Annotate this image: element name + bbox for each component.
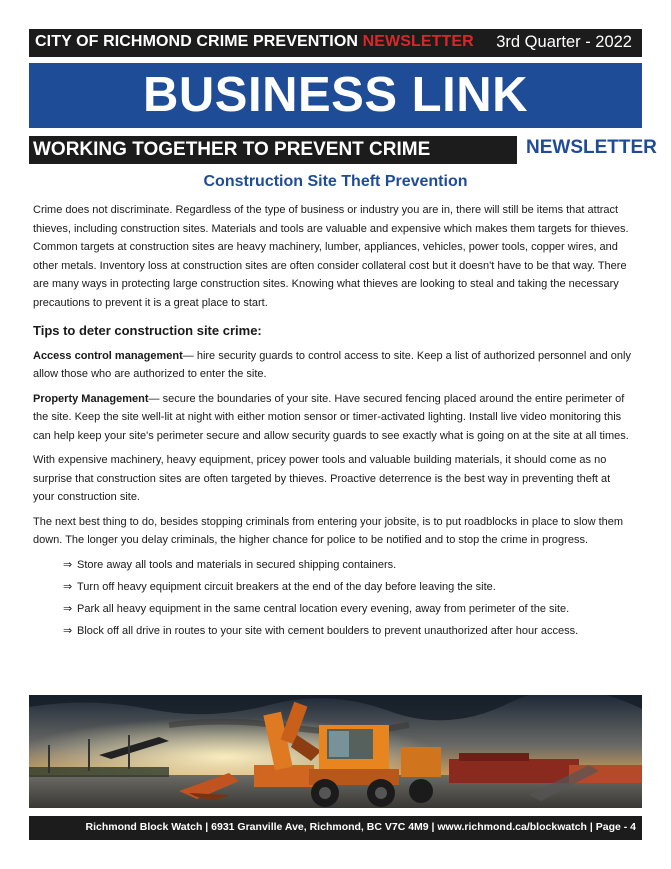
org-highlight: NEWSLETTER	[362, 33, 474, 50]
arrow-right-icon: ⇒	[63, 625, 73, 638]
tips-heading: Tips to deter construction site crime:	[33, 323, 262, 338]
article-title: Construction Site Theft Prevention	[203, 173, 468, 190]
newsletter-tag: NEWSLETTER	[526, 137, 657, 158]
excavator-illustration	[29, 695, 642, 808]
access-control-text: — hire security guards to control access to site. Keep a list of authorized personnel and only allow those who are authorized to enter the site.	[33, 349, 631, 380]
list-item	[63, 622, 633, 641]
list-item	[63, 600, 633, 619]
masthead-title: BUSINESS LINK	[143, 68, 528, 122]
access-control-paragraph	[33, 347, 633, 384]
masthead-banner	[29, 63, 642, 128]
footer-bar	[29, 816, 642, 840]
arrow-right-icon: ⇒	[63, 580, 73, 593]
machinery-paragraph: With expensive machinery, heavy equipment, pricey power tools and valuable building materials, it should come as no surprise that construction sites are often targeted by thieves. Proactive deterrence is the best way in preventing theft at your construction site.	[33, 454, 611, 503]
list-item-text: Block off all drive in routes to your site with cement boulders to prevent unauthorized after hour access.	[77, 625, 579, 638]
top-header-bar	[29, 29, 642, 57]
arrow-right-icon: ⇒	[63, 602, 73, 615]
property-management-text: — secure the boundaries of your site. Have secured fencing placed around the entire perimeter of the site. Keep the site well-lit at night with either motion sensor or timer-activated lighting. Install live video monitoring this can help keep your site's perimeter secure and allow security guards to see exactly what is going on at the site at all times.	[33, 392, 629, 442]
issue-quarter: 3rd Quarter - 2022	[496, 33, 632, 51]
list-item-text: Turn off heavy equipment circuit breakers at the end of the day before leaving the site.	[77, 580, 496, 593]
property-management-paragraph	[33, 390, 633, 446]
list-item-text: Park all heavy equipment in the same central location every evening, away from perimeter of the site.	[77, 602, 570, 615]
list-item-text: Store away all tools and materials in secured shipping containers.	[77, 558, 397, 571]
slogan-bar	[29, 136, 517, 164]
footer-text: Richmond Block Watch | 6931 Granville Ave, Richmond, BC V7C 4M9 | www.richmond.ca/blockwatch | Page - 4	[85, 821, 636, 833]
article-body	[33, 201, 633, 644]
newsletter-org-title	[35, 33, 474, 51]
arrow-right-icon: ⇒	[63, 558, 73, 571]
list-item	[63, 578, 633, 597]
property-management-label: Property Management	[33, 392, 149, 405]
list-item	[63, 556, 633, 575]
next-step-paragraph: The next best thing to do, besides stopping criminals from entering your jobsite, is to put roadblocks in place to slow them down. The longer you delay criminals, the higher chance for police to be notified and to stop the crime in progress.	[33, 515, 624, 546]
org-name: CITY OF RICHMOND CRIME PREVENTION	[35, 33, 359, 50]
construction-site-photo	[29, 695, 642, 808]
intro-paragraph: Crime does not discriminate. Regardless of the type of business or industry you are in, there will still be items that attract thieves, including construction sites. Materials and tools are valuable and expensive which makes them targets for thieves. Common targets at construction sites are heavy machinery, lumber, appliances, vehicles, power tools, copper wires, and other metals. Inventory loss at construction sites are often consider collateral cost but it doesn't have to be that way. There are many ways in protecting large construction sites. Knowing what thieves are looking to steal and taking the necessary precautions to prevent it is a great place to start.	[33, 204, 629, 309]
tips-list	[33, 556, 633, 641]
slogan-text: WORKING TOGETHER TO PREVENT CRIME	[33, 139, 431, 160]
access-control-label: Access control management	[33, 349, 183, 362]
